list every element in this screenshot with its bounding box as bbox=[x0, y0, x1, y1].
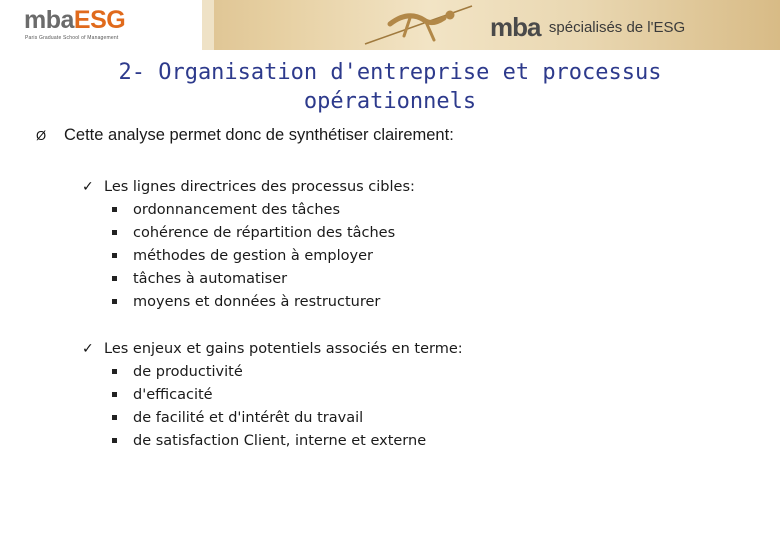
gains-list bbox=[82, 361, 742, 453]
guidelines-heading: ✓ Les lignes directrices des processus cibles: bbox=[82, 176, 742, 199]
list-item: cohérence de répartition des tâches bbox=[112, 222, 742, 245]
arrow-bullet-icon: Ø bbox=[36, 128, 47, 143]
square-bullet-icon bbox=[112, 230, 117, 235]
slide-title-line1: 2- Organisation d'entreprise et processus bbox=[118, 60, 662, 85]
guidelines-list bbox=[82, 199, 742, 314]
list-item: de satisfaction Client, interne et externe bbox=[112, 430, 742, 453]
list-item: d'efficacité bbox=[112, 384, 742, 407]
check-icon: ✓ bbox=[82, 179, 94, 195]
list-item: méthodes de gestion à employer bbox=[112, 245, 742, 268]
gains-heading: ✓ Les enjeux et gains potentiels associés en terme: bbox=[82, 338, 742, 361]
gains-group bbox=[82, 338, 742, 453]
brand-signature: mba spécialisés de l'ESG bbox=[490, 12, 686, 42]
square-bullet-icon bbox=[112, 369, 117, 374]
logo-wordmark: mbaESG bbox=[24, 6, 126, 34]
square-bullet-icon bbox=[112, 392, 117, 397]
intro-text: Cette analyse permet donc de synthétiser clairement: bbox=[64, 126, 454, 144]
square-bullet-icon bbox=[112, 415, 117, 420]
list-item: ordonnancement des tâches bbox=[112, 199, 742, 222]
guidelines-group bbox=[82, 176, 742, 314]
square-bullet-icon bbox=[112, 438, 117, 443]
mba-esg-logo bbox=[0, 0, 202, 50]
header-banner bbox=[0, 0, 780, 50]
logo-subtitle: Paris Graduate School of Management bbox=[25, 35, 119, 41]
header-divider bbox=[202, 0, 214, 50]
pole-vaulter-figure-icon bbox=[360, 0, 480, 50]
square-bullet-icon bbox=[112, 299, 117, 304]
square-bullet-icon bbox=[112, 276, 117, 281]
list-item: de facilité et d'intérêt du travail bbox=[112, 407, 742, 430]
intro-statement bbox=[36, 126, 756, 145]
list-item: de productivité bbox=[112, 361, 742, 384]
square-bullet-icon bbox=[112, 207, 117, 212]
slide-title-line2: opérationnels bbox=[303, 89, 477, 114]
list-item: tâches à automatiser bbox=[112, 268, 742, 291]
slide-title bbox=[60, 58, 720, 116]
check-icon: ✓ bbox=[82, 341, 94, 357]
list-item: moyens et données à restructurer bbox=[112, 291, 742, 314]
square-bullet-icon bbox=[112, 253, 117, 258]
